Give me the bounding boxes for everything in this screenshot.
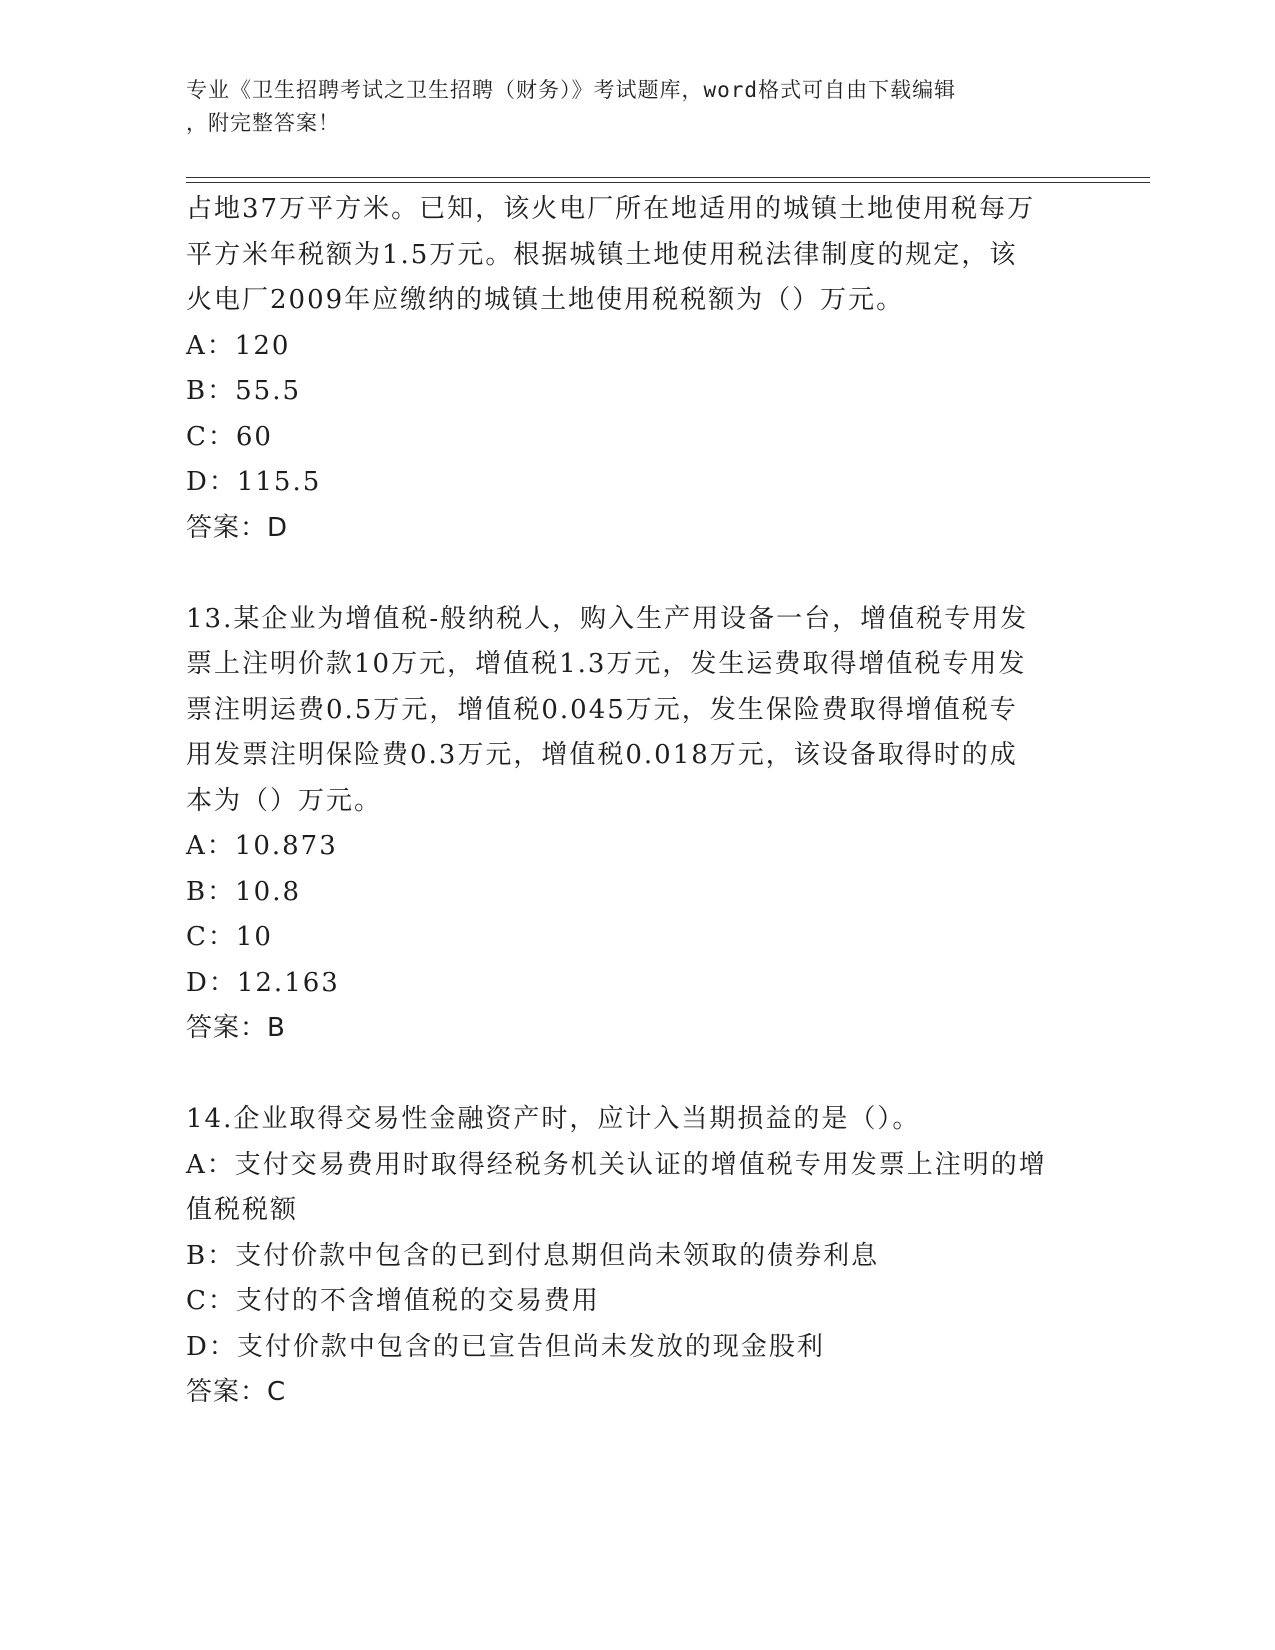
question-13-option-d: D：12.163: [186, 967, 340, 998]
question-spacer: [186, 551, 1086, 597]
question-12-text-line-2: 平方米年税额为1.5万元。根据城镇土地使用税法律制度的规定，该: [186, 239, 1018, 270]
question-13-text-line-5: 本为（）万元。: [186, 785, 383, 816]
question-14-answer: 答案：C: [186, 1377, 287, 1407]
question-12-option-c: C：60: [186, 421, 273, 452]
header-line-2: ，附完整答案！: [186, 111, 340, 135]
question-13-option-b: B：10.8: [186, 876, 301, 907]
question-14-option-a-line-1: A：支付交易费用时取得经税务机关认证的增值税专用发票上注明的增: [186, 1149, 1047, 1180]
question-13: [186, 597, 1086, 1052]
question-12-answer: 答案：D: [186, 512, 289, 543]
question-13-text-line-2: 票上注明价款10万元，增值税1.3万元，发生运费取得增值税专用发: [186, 649, 1027, 679]
question-13-text-line-1: 13.某企业为增值税-般纳税人，购入生产用设备一台，增值税专用发: [186, 603, 1029, 634]
question-14-option-a-line-2: 值税税额: [186, 1195, 299, 1225]
document-header: [186, 74, 1066, 140]
question-12-text-line-1: 占地37万平方米。已知，该火电厂所在地适用的城镇土地使用税每万: [186, 194, 1036, 224]
question-13-option-a: A：10.873: [186, 831, 338, 861]
question-12-option-d: D：115.5: [186, 467, 322, 497]
question-14-option-b: B：支付价款中包含的已到付息期但尚未领取的债券利息: [186, 1240, 880, 1271]
question-13-text-line-4: 用发票注明保险费0.3万元，增值税0.018万元，该设备取得时的成: [186, 740, 1018, 770]
question-12-option-a: A：120: [186, 330, 291, 361]
question-14-option-d: D：支付价款中包含的已宣告但尚未发放的现金股利: [186, 1331, 825, 1362]
question-14: [186, 1097, 1086, 1416]
question-14-option-c: C：支付的不含增值税的交易费用: [186, 1286, 600, 1316]
question-content: [186, 187, 1086, 1416]
header-line-1: 专业《卫生招聘考试之卫生招聘（财务）》考试题库，word格式可自由下载编辑: [186, 78, 957, 102]
header-divider-bottom: [186, 182, 1150, 183]
question-13-option-c: C：10: [186, 922, 273, 952]
question-12-option-b: B：55.5: [186, 376, 301, 406]
question-12-text-line-3: 火电厂2009年应缴纳的城镇土地使用税税额为（）万元。: [186, 285, 905, 315]
header-divider-top: [186, 177, 1150, 178]
question-spacer: [186, 1052, 1086, 1098]
question-14-text-line-1: 14.企业取得交易性金融资产时，应计入当期损益的是（）。: [186, 1104, 921, 1134]
question-12: [186, 187, 1086, 551]
question-13-text-line-3: 票注明运费0.5万元，增值税0.045万元，发生保险费取得增值税专: [186, 694, 1018, 725]
question-13-answer: 答案：B: [186, 1013, 286, 1043]
